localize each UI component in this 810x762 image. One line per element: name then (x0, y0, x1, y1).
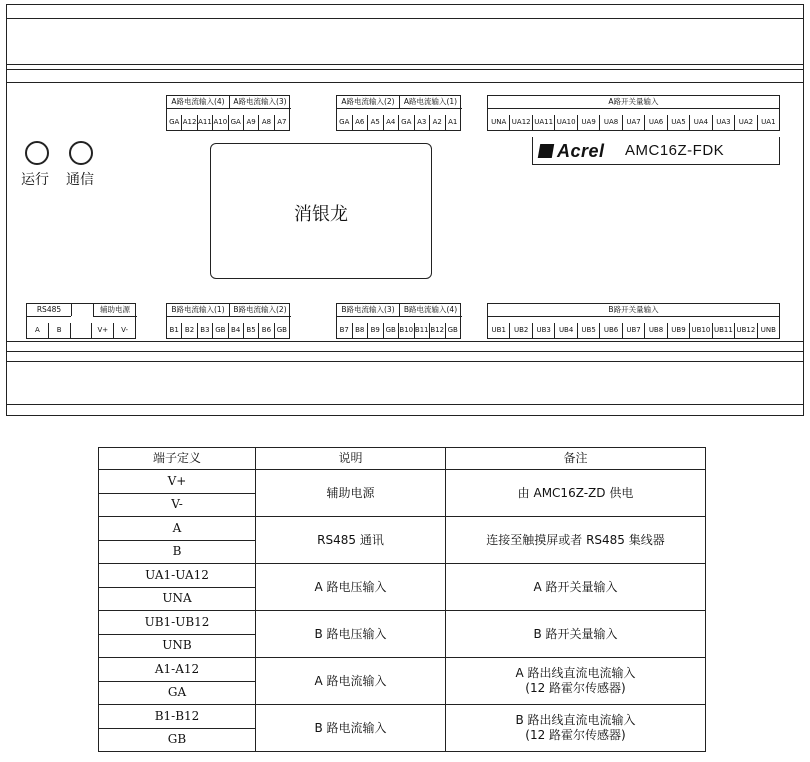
terminal-cell: A5 (368, 115, 384, 130)
description-cell: B 路电流输入 (256, 705, 446, 752)
rail-line (7, 351, 803, 352)
note-cell: 由 AMC16Z-ZD 供电 (446, 470, 706, 517)
terminal-title: B路开关量输入 (488, 304, 779, 317)
terminal-block-b-switch-input (487, 303, 780, 339)
rail-line (7, 404, 803, 405)
terminal-cell: V- (99, 493, 256, 517)
terminal-cell: B (49, 323, 71, 338)
terminal-cell: GA (229, 115, 244, 130)
terminal-title: A路电流输入(2) (337, 96, 399, 109)
terminal-cell: UA1-UA12 (99, 564, 256, 588)
note-cell: A 路开关量输入 (446, 564, 706, 611)
terminal-cell: B4 (229, 323, 244, 338)
acrel-logo: Acrel (539, 141, 605, 161)
terminal-title: 辅助电源 (93, 304, 137, 317)
rail-line (7, 64, 803, 65)
terminal-cell: A (99, 517, 256, 541)
terminal-cell: GA (399, 115, 415, 130)
terminal-cells (167, 115, 289, 130)
terminal-cell: UB10 (690, 323, 712, 338)
terminal-title: B路电流输入(2) (229, 304, 291, 317)
terminal-cell: UA4 (690, 115, 712, 130)
note-cell: 连接至触摸屏或者 RS485 集线器 (446, 517, 706, 564)
terminal-cell: B10 (399, 323, 415, 338)
terminal-cell: UB3 (533, 323, 555, 338)
terminal-cell: B12 (430, 323, 446, 338)
terminal-cell: UA1 (761, 118, 776, 126)
terminal-block-a-switch-input (487, 95, 780, 131)
terminal-cell: GB (384, 323, 400, 338)
table-header: 备注 (446, 448, 706, 470)
terminal-cell: B6 (259, 323, 274, 338)
comm-led-icon (69, 141, 93, 165)
terminal-cell: A (27, 323, 49, 338)
terminal-cell: UA10 (555, 115, 577, 130)
terminal-definition-table (98, 447, 706, 752)
terminal-cell: UA2 (735, 115, 757, 130)
terminal-cells (488, 115, 779, 130)
terminal-cells (337, 115, 460, 130)
terminal-cell: UA5 (668, 115, 690, 130)
terminal-cell: UA3 (713, 115, 735, 130)
terminal-title: A路开关量输入 (488, 96, 779, 109)
terminal-cell: B3 (198, 323, 213, 338)
description-cell: 辅助电源 (256, 470, 446, 517)
note-cell: B 路开关量输入 (446, 611, 706, 658)
terminal-title: B路电流输入(1) (167, 304, 229, 317)
terminal-block-a-current-2-1 (336, 95, 461, 131)
terminal-title: A路电流输入(3) (229, 96, 291, 109)
terminal-cell: A8 (259, 115, 274, 130)
terminal-cell: V+ (92, 323, 114, 338)
rail-line (7, 69, 803, 70)
terminal-cell: GB (213, 323, 228, 338)
terminal-cell: GA (99, 681, 256, 705)
terminal-cell: UA11 (533, 115, 555, 130)
brand-label (532, 137, 780, 165)
table-row (99, 705, 706, 729)
terminal-cell: UA9 (578, 115, 600, 130)
terminal-cell: UA12 (510, 115, 532, 130)
terminal-cell: V+ (99, 470, 256, 494)
terminal-title: B路电流输入(3) (337, 304, 399, 317)
terminal-title: B路电流输入(4) (399, 304, 462, 317)
terminal-cell: UB5 (578, 323, 600, 338)
rail-line (7, 341, 803, 342)
terminal-cell: UA8 (600, 115, 622, 130)
rail-line (7, 361, 803, 362)
description-cell: A 路电流输入 (256, 658, 446, 705)
acrel-logo-icon (538, 144, 554, 158)
terminal-cell: A7 (277, 118, 287, 126)
description-cell: RS485 通讯 (256, 517, 446, 564)
rail-line (7, 82, 803, 83)
table-header: 端子定义 (99, 448, 256, 470)
description-cell: A 路电压输入 (256, 564, 446, 611)
terminal-title: A路电流输入(1) (399, 96, 462, 109)
terminal-cell: B11 (415, 323, 431, 338)
terminal-cell: B1 (167, 323, 182, 338)
terminal-cell: UA7 (623, 115, 645, 130)
terminal-cell: UNB (760, 326, 776, 334)
run-led-label: 运行 (21, 172, 49, 188)
terminal-cell: A6 (353, 115, 369, 130)
terminal-cells (167, 323, 289, 338)
table-row (99, 611, 706, 635)
terminal-cell: UB6 (600, 323, 622, 338)
terminal-cell: UB1 (488, 323, 510, 338)
terminal-cell: GB (99, 728, 256, 752)
terminal-cell: UB9 (668, 323, 690, 338)
comm-led-label: 通信 (66, 172, 94, 188)
terminal-cell: A10 (213, 115, 228, 130)
terminal-cells (337, 323, 460, 338)
terminal-cell: B1-B12 (99, 705, 256, 729)
terminal-cell: GB (447, 326, 458, 334)
terminal-cell: GA (167, 115, 182, 130)
terminal-title: A路电流输入(4) (167, 96, 229, 109)
terminal-cell: UB1-UB12 (99, 611, 256, 635)
model-number: AMC16Z-FDK (625, 142, 725, 159)
terminal-cell: UNB (99, 634, 256, 658)
terminal-cell: UB12 (735, 323, 757, 338)
terminal-cell: GA (337, 115, 353, 130)
terminal-cell: A9 (244, 115, 259, 130)
terminal-cell: UB8 (645, 323, 667, 338)
terminal-cell: A1-A12 (99, 658, 256, 682)
terminal-cell: UB2 (510, 323, 532, 338)
terminal-block-rs485-power (26, 303, 136, 339)
terminal-cell: A2 (430, 115, 446, 130)
terminal-block-b-current-1-2 (166, 303, 290, 339)
display-screen (210, 143, 432, 279)
terminal-cells (488, 323, 779, 338)
terminal-cell (71, 323, 93, 338)
terminal-cell: A11 (198, 115, 213, 130)
terminal-cell: A4 (384, 115, 400, 130)
note-cell: B 路出线直流电流输入 (12 路霍尔传感器) (446, 705, 706, 752)
table-header-row (99, 448, 706, 470)
terminal-cell: UB11 (713, 323, 735, 338)
terminal-cell: UB7 (623, 323, 645, 338)
rail-line (7, 18, 803, 19)
terminal-cells (27, 323, 135, 338)
terminal-cell: B7 (337, 323, 353, 338)
note-cell: A 路出线直流电流输入 (12 路霍尔传感器) (446, 658, 706, 705)
table-row (99, 470, 706, 494)
terminal-cell: B9 (368, 323, 384, 338)
table-row (99, 517, 706, 541)
terminal-cell: UNA (488, 115, 510, 130)
terminal-cell: B8 (353, 323, 369, 338)
terminal-cell: GB (276, 326, 287, 334)
table-header: 说明 (256, 448, 446, 470)
description-cell: B 路电压输入 (256, 611, 446, 658)
terminal-cell: A3 (415, 115, 431, 130)
terminal-block-b-current-3-4 (336, 303, 461, 339)
terminal-cell: B5 (244, 323, 259, 338)
terminal-block-a-current-4-3 (166, 95, 290, 131)
terminal-cell: A1 (448, 118, 458, 126)
run-led-icon (25, 141, 49, 165)
terminal-cell: B (99, 540, 256, 564)
terminal-cell: V- (121, 326, 129, 334)
terminal-cell: B2 (182, 323, 197, 338)
terminal-cell: A12 (182, 115, 197, 130)
table-row (99, 564, 706, 588)
display-text: 消银龙 (294, 204, 348, 225)
terminal-cell: UA6 (645, 115, 667, 130)
terminal-cell: UNA (99, 587, 256, 611)
terminal-title: RS485 (27, 304, 71, 317)
table-row (99, 658, 706, 682)
terminal-cell: UB4 (555, 323, 577, 338)
